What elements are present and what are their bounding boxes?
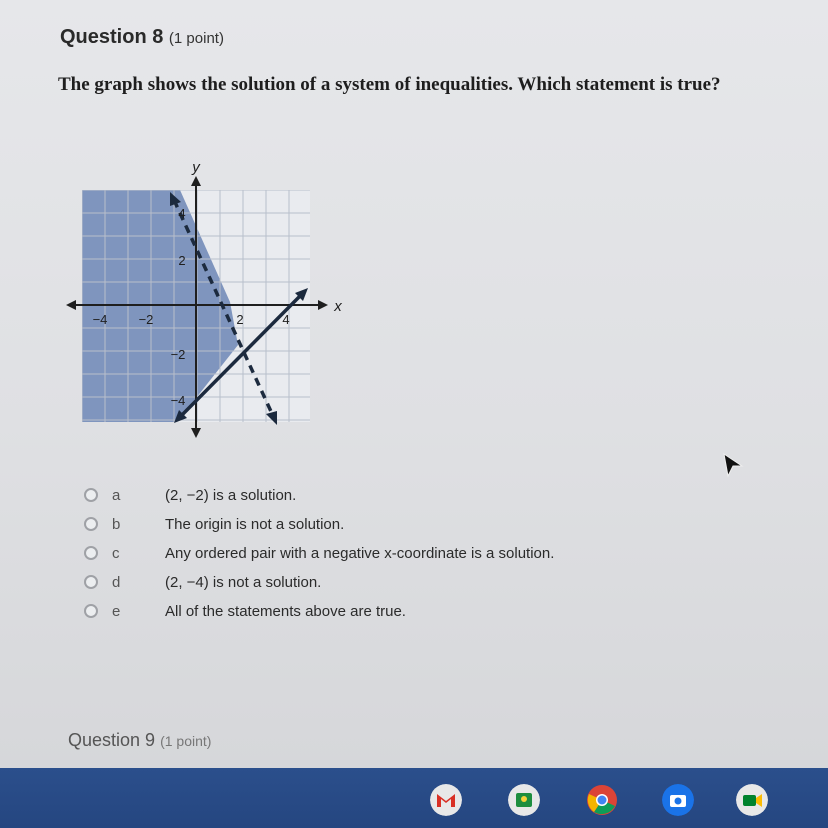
x-axis-right-arrow (318, 300, 328, 310)
y-axis-down-arrow (191, 428, 201, 438)
y-tick-label: −4 (170, 393, 186, 408)
x-tick-label: −4 (92, 312, 108, 327)
choice-text: All of the statements above are true. (165, 603, 406, 620)
x-tick-label: −2 (138, 312, 154, 327)
choice-letter: c (112, 545, 120, 562)
choice-letter: d (112, 574, 121, 591)
question-header (60, 26, 224, 49)
radio-button[interactable] (84, 488, 98, 502)
x-tick-label: 4 (282, 312, 290, 327)
next-question-points: (1 point) (160, 733, 212, 749)
y-tick-label: 2 (178, 253, 186, 268)
next-question-title: Question 9 (68, 730, 156, 750)
chrome-icon[interactable] (586, 784, 618, 816)
choice-text: (2, −4) is not a solution. (165, 574, 322, 591)
y-axis-label: y (192, 159, 200, 176)
question-title: Question 8 (60, 26, 164, 48)
question-text: The graph shows the solution of a system of inequalities. Which statement is true? (58, 74, 721, 95)
radio-button[interactable] (84, 517, 98, 531)
choice-b[interactable] (82, 515, 642, 544)
choice-e[interactable] (82, 602, 642, 631)
radio-button[interactable] (84, 546, 98, 560)
meet-icon[interactable] (736, 784, 768, 816)
choice-d[interactable] (82, 573, 642, 602)
inequality-graph (62, 152, 362, 452)
taskbar (0, 768, 828, 828)
y-tick-label: 4 (178, 206, 186, 221)
choice-letter: e (112, 603, 121, 620)
mouse-pointer-icon (722, 452, 744, 478)
y-tick-label: −2 (170, 347, 186, 362)
choice-letter: a (112, 487, 121, 504)
classroom-icon[interactable] (508, 784, 540, 816)
next-question-header (68, 730, 211, 751)
choice-text: The origin is not a solution. (165, 516, 345, 533)
choice-a[interactable] (82, 486, 642, 515)
choice-c[interactable] (82, 544, 642, 573)
radio-button[interactable] (84, 575, 98, 589)
y-axis-up-arrow (191, 176, 201, 186)
choice-text: Any ordered pair with a negative x-coordinate is a solution. (165, 545, 555, 562)
gmail-icon[interactable] (430, 784, 462, 816)
answer-choices (82, 486, 642, 631)
x-tick-label: 2 (236, 312, 244, 327)
x-axis-label: x (334, 298, 342, 315)
x-axis-left-arrow (66, 300, 76, 310)
choice-letter: b (112, 516, 121, 533)
question-points: (1 point) (168, 30, 224, 47)
camera-icon[interactable] (662, 784, 694, 816)
choice-text: (2, −2) is a solution. (165, 487, 297, 504)
radio-button[interactable] (84, 604, 98, 618)
